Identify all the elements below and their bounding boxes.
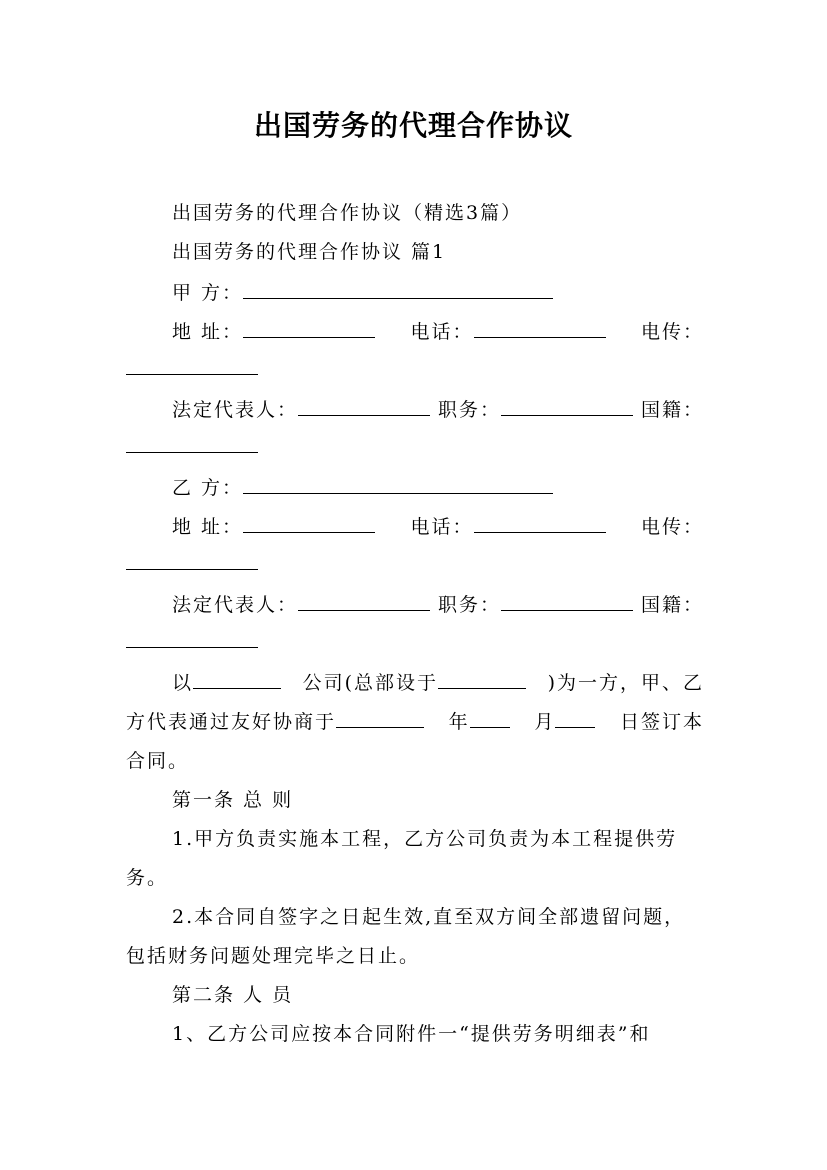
- intro-part-1: [172, 668, 281, 695]
- subtitle: 出国劳务的代理合作协议（精选3篇）: [172, 202, 523, 224]
- nationality-blank: [126, 629, 258, 648]
- fax-label: 电传：: [640, 516, 704, 538]
- address-label: 地 址：: [172, 516, 244, 538]
- section-heading: 出国劳务的代理合作协议 篇1: [172, 241, 447, 263]
- article-1-clause-1: 1.甲方负责实施本工程，乙方公司负责为本工程提供劳: [172, 828, 678, 850]
- intro-text-d: 方代表通过友好协商于: [126, 711, 337, 733]
- intro-line-2: [126, 707, 704, 734]
- fax-blank-line: [126, 551, 704, 575]
- document-title: 出国劳务的代理合作协议: [253, 109, 573, 142]
- day-blank: [555, 709, 595, 728]
- nationality-blank-line: [126, 629, 704, 653]
- fax-label: 电传：: [640, 321, 704, 343]
- rep-blank: [298, 592, 430, 611]
- party-b-line: [172, 473, 704, 500]
- company-blank: [193, 670, 281, 689]
- post-blank: [501, 397, 633, 416]
- post-group: [438, 395, 633, 422]
- post-group: [438, 590, 633, 617]
- article-1-heading: 第一条 总 则: [172, 789, 294, 811]
- intro-line-3: 合同。: [126, 750, 190, 772]
- month-part: [449, 707, 510, 734]
- post-label: 职务：: [437, 399, 501, 421]
- party-b-blank: [243, 475, 553, 494]
- nationality-blank-line: [126, 434, 704, 458]
- party-a-line: [172, 278, 704, 305]
- party-a-contact-line: [172, 317, 704, 344]
- article-2-heading: 第二条 人 员: [172, 984, 294, 1006]
- date-part: [126, 707, 424, 734]
- address-blank: [243, 514, 375, 533]
- article-1-clause-1-cont: 务。: [126, 867, 169, 889]
- nationality-label: 国籍：: [640, 594, 704, 616]
- address-label: 地 址：: [172, 321, 244, 343]
- rep-group: [172, 395, 430, 422]
- month-label: 月: [534, 711, 556, 733]
- nationality-label: 国籍：: [640, 399, 704, 421]
- phone-blank: [474, 514, 606, 533]
- phone-group: [411, 317, 606, 344]
- nationality-blank: [126, 434, 258, 453]
- post-label: 职务：: [437, 594, 501, 616]
- phone-label: 电话：: [410, 321, 474, 343]
- phone-label: 电话：: [410, 516, 474, 538]
- intro-text-b: 公司(总部设于: [302, 672, 438, 694]
- party-b-label: 乙 方：: [172, 477, 244, 499]
- rep-blank: [298, 397, 430, 416]
- day-part: [534, 707, 595, 734]
- rep-group: [172, 590, 430, 617]
- year-blank: [336, 709, 424, 728]
- post-blank: [501, 592, 633, 611]
- party-a-blank: [243, 280, 553, 299]
- phone-blank: [474, 319, 606, 338]
- address-group: [172, 317, 375, 344]
- party-b-rep-line: [172, 590, 704, 617]
- article-1-clause-2: 2.本合同自签字之日起生效,直至双方间全部遗留问题，: [172, 906, 686, 928]
- article-2-clause-1: 1、乙方公司应按本合同附件一“提供劳务明细表”和: [172, 1023, 651, 1045]
- phone-group: [411, 512, 606, 539]
- rep-label: 法定代表人：: [172, 399, 299, 421]
- rep-label: 法定代表人：: [172, 594, 299, 616]
- intro-text-c: )为一方，甲、乙: [547, 672, 704, 694]
- article-1-clause-2-cont: 包括财务问题处理完毕之日止。: [126, 945, 421, 967]
- party-a-rep-line: [172, 395, 704, 422]
- address-group: [172, 512, 375, 539]
- fax-blank-line: [126, 356, 704, 380]
- fax-blank: [126, 356, 258, 375]
- address-blank: [243, 319, 375, 338]
- intro-line-1: [172, 668, 704, 695]
- month-blank: [470, 709, 510, 728]
- party-a-label: 甲 方：: [172, 282, 244, 304]
- year-label: 年: [448, 711, 470, 733]
- intro-text-g: 日签订本: [619, 711, 704, 733]
- hq-blank: [438, 670, 526, 689]
- intro-text-a: 以: [172, 672, 194, 694]
- intro-part-2: [303, 668, 526, 695]
- fax-blank: [126, 551, 258, 570]
- party-b-contact-line: [172, 512, 704, 539]
